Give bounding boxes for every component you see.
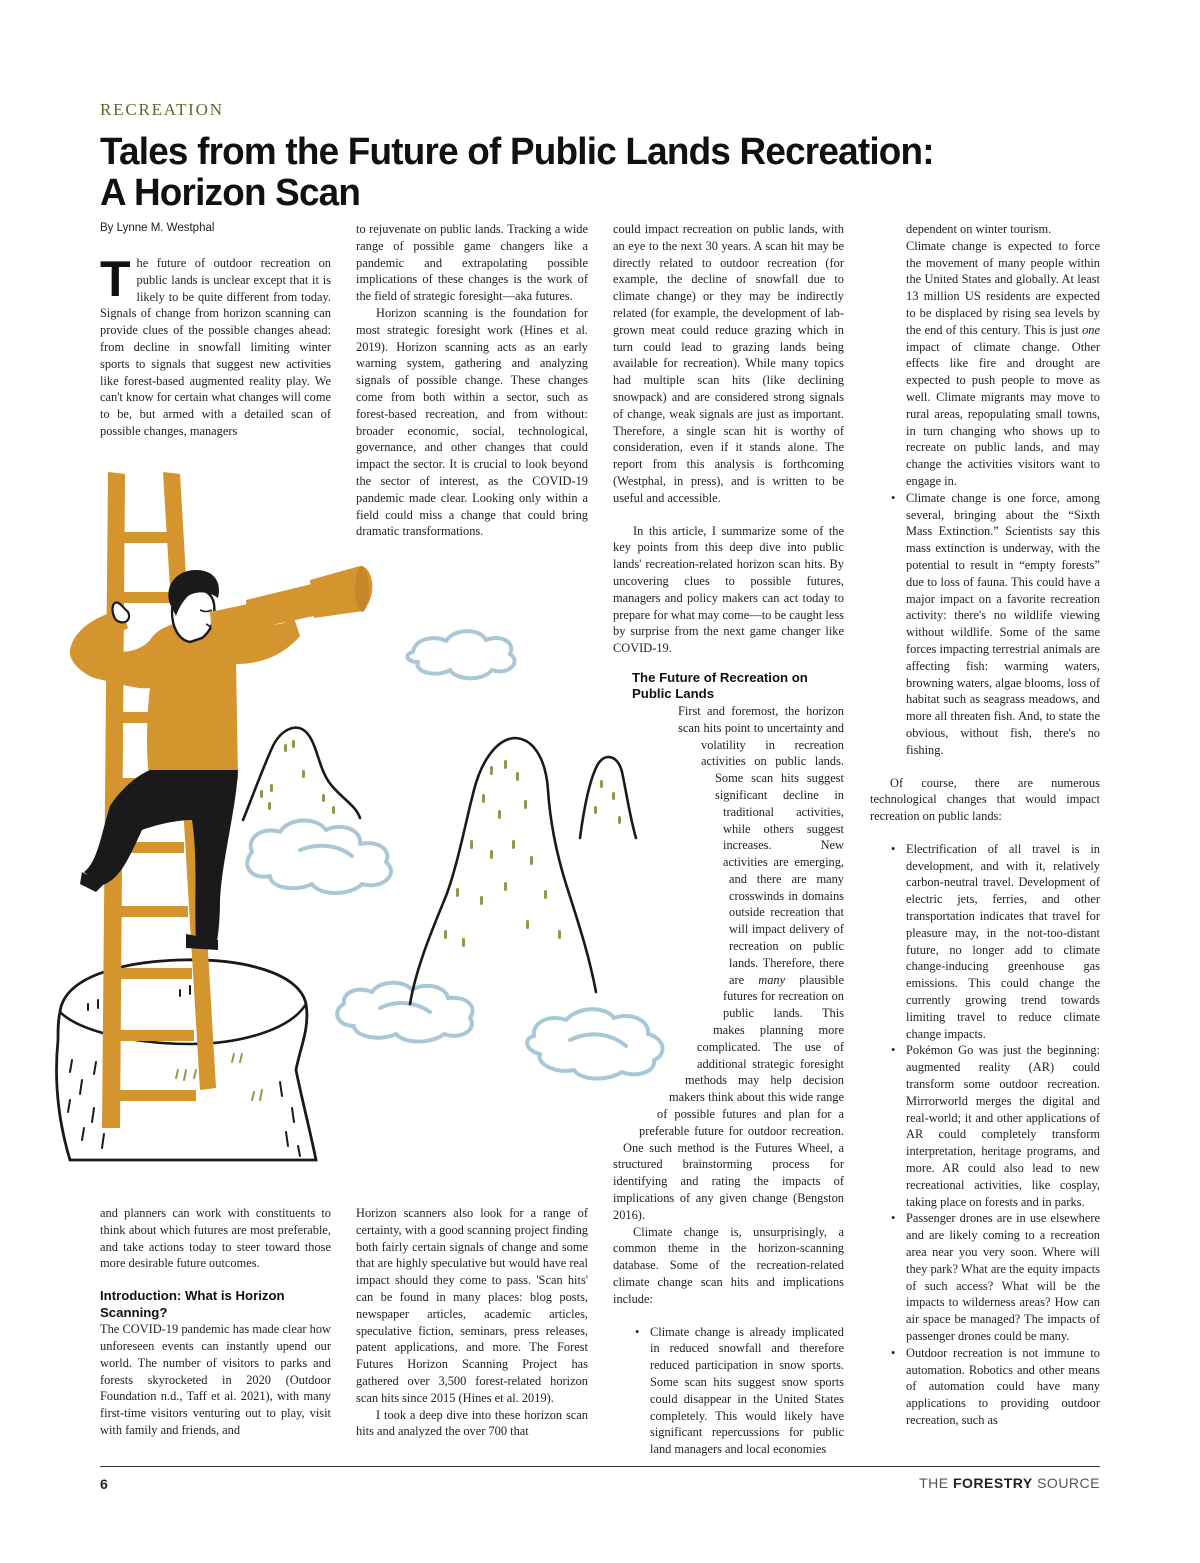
mountains — [243, 728, 636, 1004]
col1-bottom-paragraph-1: and planners can work with constituents to think about which futures are most preferable, and take actions today to steer toward those more desirable future outcomes. — [100, 1206, 331, 1271]
drop-cap: T — [100, 251, 131, 307]
tech-bullet-2: • Pokémon Go was just the beginning: augmented reality (AR) could transform some outdoor recreation. Mirrorworld merges the digital and real-world; it and other applications of AR could completely transform interpretation, heritage programs, and more. AR could also lead to new recreational activities, like cosplay, taking place on forests and in parks. — [906, 1042, 1100, 1210]
col3-paragraph-1: could impact recreation on public lands, with an eye to the next 30 years. A scan hit may be directly related to outdoor recreation (for example, the decline of snowfall due to climate change) or they may be indirectly related (for example, the development of lab-grown meat could reduce grazing which in turn could lead to grazing lands being available for recreation). While many topics had multiple scan hits (like declining snowpack) and are considered strong signals of change, weak signals are just as important. Therefore, a single scan hit is worthy of consideration, even if it stands alone. The report from this analysis is forthcoming (Westphal, in press), and is written to be useful and accessible. — [613, 222, 844, 505]
col3-paragraph-2: In this article, I summarize some of the key points from this deep dive into public lands' recreation-related horizon scan hits. By uncovering clues to possible futures, managers and policy makers can act today to prepare for what may come—to be caught less by surprise from the next game changer like COVID-19. — [613, 523, 844, 656]
col1-bottom-paragraph-2: The COVID-19 pandemic has made clear how unforeseen events can instantly upend our world. The number of visitors to parks and forests skyrocketed in 2020 (Outdoor Foundation n.d., Taff et al. 2021), with many first-time visitors venturing out to play, visit with family and friends, and — [100, 1322, 331, 1437]
page-number: 6 — [100, 1476, 108, 1492]
climate-bullet-2: Climate change is expected to force the movement of many people within the United States and globally. At least 13 million US residents are expected to be displaced by rising sea levels by the end of this century. This is just one impact of climate change. Other effects like fire and drought are expected to push people to move as well. Climate migrants may move to rural areas, repopulating small towns, in turn changing who shows up to recreate on public lands, and may change the activities visitors want to engage in. — [906, 238, 1100, 488]
col2-paragraph-1: to rejuvenate on public lands. Tracking a wide range of possible game changers like a pandemic and extrapolating possible implications of these changes is the work of the field of strategic foresight—aka futures. — [356, 222, 588, 304]
rock — [57, 960, 317, 1160]
clouds — [247, 631, 662, 1078]
title-line-1: Tales from the Future of Public Lands Recreation: — [100, 131, 934, 173]
intro-paragraph: he future of outdoor recreation on public lands is unclear except that it is likely to be quite different from today. Signals of change from horizon scanning can provide clues of the possible changes ahead: from decline in snowfall limiting winter sports to signals that suggest new activities like forest-based augmented reality play. We can't know for certain what changes will come to be, but armed with a detailed scan of possible changes, managers — [100, 256, 331, 438]
heading-future-of-recreation: The Future of Recreation on Public Lands — [632, 669, 808, 702]
climate-bullet-1: • Climate change is already implicated in reduced snowfall and therefore reduced participation in snow sports. Some scan hits suggest snow sports could disappear in the United States completely. This would likely have significant repercussions for public land managers and local economies — [650, 1324, 844, 1458]
col2-bottom-paragraph-2: I took a deep dive into these horizon scan hits and analyzed the over 700 that — [356, 1407, 588, 1439]
cloud-3 — [337, 983, 472, 1042]
cloud-2 — [247, 820, 391, 893]
section-label: RECREATION — [100, 100, 224, 119]
mountain-center — [410, 738, 596, 1004]
col2-paragraph-2: Horizon scanning is the foundation for most strategic foresight work (Hines et al. 2019). Horizon scanning acts as an early warning system, gathering and analyzing signals of possible change. These changes come from both within a sector, such as forest-based recreation, and from without: broader economic, social, technological, governance, and other changes that could impact the sector. It is crucial to look beyond the sector of interest, as the COVID-19 pandemic made clear. Looking only within a field could miss a change that could bring dramatic transformations. — [356, 305, 588, 539]
tech-intro-paragraph: Of course, there are numerous technological changes that would impact recreation on public lands: — [870, 775, 1100, 824]
climate-bullet-1-continued: dependent on winter tourism. — [906, 222, 1052, 236]
climate-bullet-3: • Climate change is one force, among several, bringing about the “Sixth Mass Extinction.” Scientists say this mass extinction is underway, with the potential to result in “empty forests” due to loss of fauna. This could have a major impact on a favorite recreation activity: there's no wildlife viewing without wildlife. Some of the same forces impacting terrestrial animals are affecting fish: warming waters, browning waters, algae blooms, loss of habitat such as seagrass meadows, and more all threaten fish. And, to state the obvious, without fish, there's no fishing. — [906, 490, 1100, 759]
col2-bottom-paragraph-1: Horizon scanners also look for a range of certainty, with a good scanning project finding both fairly certain signals of change and some that are highly speculative but would have real impact should they come to pass. 'Scan hits' can be found in many places: blog posts, newspaper articles, academic articles, speculative fiction, seminars, press releases, patent applications, and more. The Forest Futures Horizon Scanning Project has gathered over 3,500 forest-related horizon scan hits since 2015 (Hines et al. 2019). — [356, 1206, 588, 1405]
mountain-left — [243, 728, 360, 820]
cloud-1 — [407, 631, 514, 678]
tech-bullet-4: • Outdoor recreation is not immune to automation. Robotics and other means of automation could have many applications to providing outdoor recreation, such as — [906, 1345, 1100, 1429]
byline: By Lynne M. Westphal — [100, 222, 215, 234]
col3-paragraph-4: Climate change is, unsurprisingly, a common theme in the horizon-scanning database. Some of the recreation-related climate change scan hits and implications include: — [613, 1224, 844, 1306]
tech-bullet-3: • Passenger drones are in use elsewhere and are likely coming to a recreation area near you very soon. Where will they park? What are the equity impacts of such access? What will be the impacts to wilderness areas? How can air space be managed? The impacts of passenger drones could be many. — [906, 1210, 1100, 1344]
tech-bullet-1: • Electrification of all travel is in development, and with it, relatively carbon-neutral travel. Development of electric jets, ferries, and other transportation indicates that travel for pleasure may, in the not-too-distant future, no longer add to climate change-inducing greenhouse gas emissions. This could change the currently growing trend towards limiting travel to reduce climate change impacts. — [906, 841, 1100, 1043]
col3-paragraph-3: First and foremost, the horizon scan hits point to uncertainty and volatility in recreation activities on public lands. Some scan hits suggest significant decline in traditional activities, while others suggest increases. New activities are emerging, and there are many crosswinds in domains outside recreation that will impact delivery of recreation on public lands. Therefore, there are many plausible futures for recreation on public lands. This makes planning more complicated. The use of additional strategic foresight methods may help decision makers think about this wide range of possible futures and plan for a preferable future for outdoor recreation. One such method is the Futures Wheel, a structured brainstorming process for identifying and rating the impacts of implications of any given change (Bengston 2016). — [613, 703, 844, 1222]
mountain-right — [580, 757, 636, 838]
heading-introduction: Introduction: What is Horizon Scanning? — [100, 1288, 285, 1320]
title-line-2: A Horizon Scan — [100, 172, 361, 214]
mountain-dots — [260, 740, 621, 947]
cloud-4 — [527, 1009, 662, 1078]
publication-brand: THE FORESTRY SOURCE — [919, 1475, 1100, 1491]
footer-rule — [100, 1466, 1100, 1467]
